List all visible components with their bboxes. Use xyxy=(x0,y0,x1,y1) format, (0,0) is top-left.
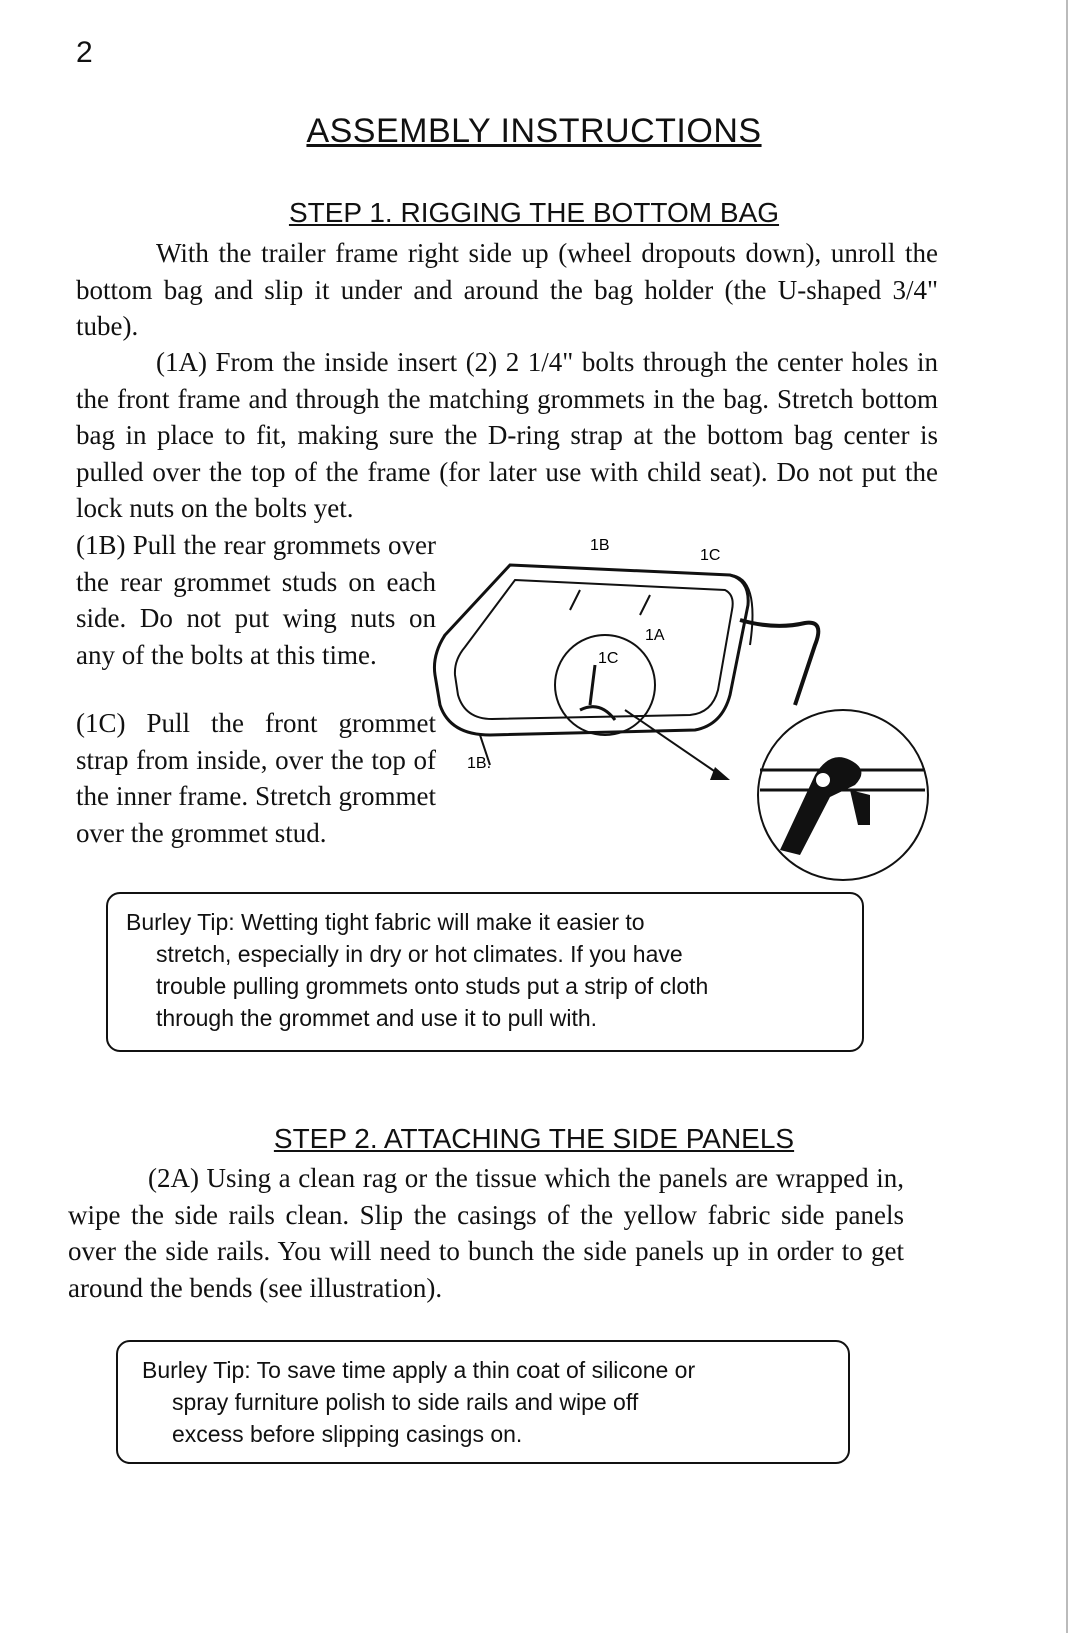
step1-1c-paragraph xyxy=(76,705,436,851)
page-title: ASSEMBLY INSTRUCTIONS xyxy=(306,112,762,150)
step1-intro-text: With the trailer frame right side up (wheel dropouts down), unroll the bottom bag and slip it under and around the bag holder (the U-shaped 3/4" tube). xyxy=(76,238,938,341)
tip1-line3: trouble pulling grommets onto studs put a strip of cloth xyxy=(156,973,709,999)
step1-1a-text: (1A) From the inside insert (2) 2 1/4" bolts through the center holes in the front frame and through the matching grommets in the bag. Stretch bottom bag in place to fit, making sure the D-ring strap at the bottom bag center is pulled over the top of the frame (for later use with child seat). Do not put the lock nuts on the bolts yet. xyxy=(76,347,938,523)
page-number: 2 xyxy=(76,36,93,69)
tip1-line2: stretch, especially in dry or hot climates. If you have xyxy=(156,941,683,967)
step1-1b-paragraph xyxy=(76,527,436,673)
label-1b-bottom: 1B. xyxy=(467,755,492,772)
tip2-line1: Burley Tip: To save time apply a thin coat of silicone or xyxy=(142,1357,696,1383)
step1-1b-text: (1B) Pull the rear grommets over the rear grommet studs on each side. Do not put wing nuts on any of the bolts at this time. xyxy=(76,530,436,670)
tip2-line3: excess before slipping casings on. xyxy=(172,1421,523,1447)
label-1c-top: 1C xyxy=(700,547,721,564)
step1-1c-text: (1C) Pull the front grommet strap from inside, over the top of the inner frame. Stretch grommet over the grommet stud. xyxy=(76,708,436,848)
step2-2a-paragraph xyxy=(68,1160,904,1306)
label-1a-right: 1A xyxy=(645,627,665,644)
label-1c-center: 1C xyxy=(598,650,619,667)
step1-heading: STEP 1. RIGGING THE BOTTOM BAG xyxy=(288,197,780,228)
label-1b-top: 1B xyxy=(590,537,610,554)
trailer-frame-illustration xyxy=(430,535,945,915)
tip2-line2: spray furniture polish to side rails and wipe off xyxy=(172,1389,639,1415)
step2-heading: STEP 2. ATTACHING THE SIDE PANELS xyxy=(273,1123,795,1154)
tip1-line1: Burley Tip: Wetting tight fabric will make it easier to xyxy=(126,909,645,935)
burley-tip-box-1 xyxy=(106,892,864,1052)
step2-2a-text: (2A) Using a clean rag or the tissue which the panels are wrapped in, wipe the side rails clean. Slip the casings of the yellow fabric side panels over the side rails. You will need to bunch the side panels up in order to get around the bends (see illustration). xyxy=(68,1163,904,1303)
step1-1a-paragraph xyxy=(76,344,938,527)
step1-intro-paragraph xyxy=(76,235,938,345)
tip1-line4: through the grommet and use it to pull with. xyxy=(156,1005,598,1031)
burley-tip-box-2 xyxy=(116,1340,850,1464)
